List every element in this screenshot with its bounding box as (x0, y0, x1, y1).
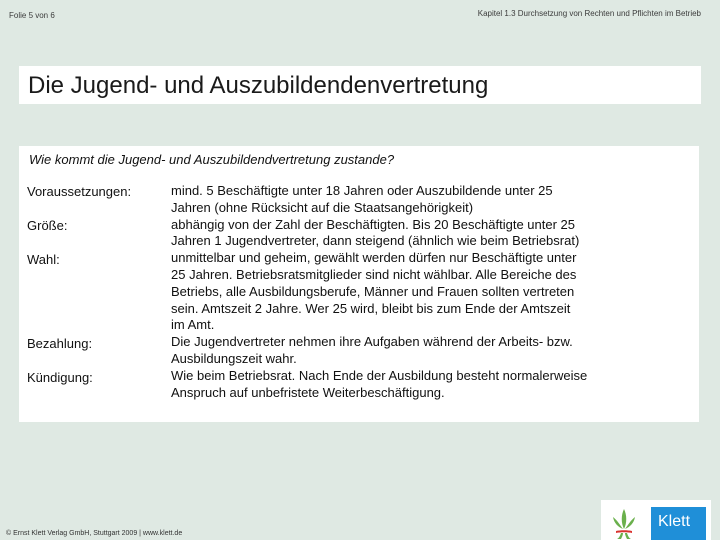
label-wahl: Wahl: (27, 252, 60, 267)
klett-lily-icon (609, 505, 639, 539)
text-line: Anspruch auf unbefristete Weiterbeschäftigung. (171, 384, 445, 400)
text-line: Jahren (ohne Rücksicht auf die Staatsangehörigkeit) (171, 199, 474, 215)
label-bezahlung: Bezahlung: (27, 336, 93, 351)
text-line: abhängig von der Zahl der Beschäftigten. Bis 20 Beschäftigte unter 25 (171, 216, 575, 232)
text-line: sein. Amtszeit 2 Jahre. Wer 25 wird, bleibt bis zum Ende der Amtszeit (171, 300, 571, 316)
text-line: Wie beim Betriebsrat. Nach Ende der Ausbildung besteht normalerweise (171, 367, 588, 383)
text-line: im Amt. (171, 317, 215, 333)
lily-right-petal (625, 517, 635, 529)
klett-logo-text: Klett (658, 513, 691, 530)
klett-logo[interactable] (651, 507, 706, 540)
lily-base (617, 533, 631, 539)
text-line: unmittelbar und geheim, gewählt werden dürfen nur Beschäftigte unter (171, 250, 577, 266)
label-kuendigung: Kündigung: (27, 370, 93, 385)
title-box (19, 66, 701, 104)
text-line: Jahren 1 Jugendvertreter, dann steigend (ähnlich wie beim Betriebsrat) (171, 233, 580, 249)
content-box (19, 146, 699, 422)
text-line: Betriebs, alle Ausbildungsberufe, Männer und Frauen sollten vertreten (171, 283, 575, 299)
description-text (171, 183, 651, 401)
lily-center-petal (622, 509, 627, 529)
label-groesse: Größe: (27, 218, 68, 233)
lily-left-petal (613, 517, 623, 529)
text-line: 25 Jahren. Betriebsratsmitglieder sind nicht wählbar. Alle Bereiche des (171, 266, 577, 282)
label-voraussetzungen: Voraussetzungen: (27, 184, 132, 199)
page-title: Die Jugend- und Auszubildendenvertretung (28, 72, 489, 99)
text-line: Die Jugendvertreter nehmen ihre Aufgaben während der Arbeits- bzw. (171, 334, 573, 350)
chapter-title: Kapitel 1.3 Durchsetzung von Rechten und Pflichten im Betrieb (477, 9, 701, 18)
slide-number: Folie 5 von 6 (9, 11, 55, 20)
footer-copyright: © Ernst Klett Verlag GmbH, Stuttgart 2009 | www.klett.de (6, 530, 183, 537)
question-heading: Wie kommt die Jugend- und Auszubildendvertretung zustande? (29, 152, 395, 167)
text-line: Ausbildungszeit wahr. (171, 350, 297, 366)
lily-band (616, 530, 632, 533)
text-line: mind. 5 Beschäftigte unter 18 Jahren oder Auszubildende unter 25 (171, 183, 553, 198)
